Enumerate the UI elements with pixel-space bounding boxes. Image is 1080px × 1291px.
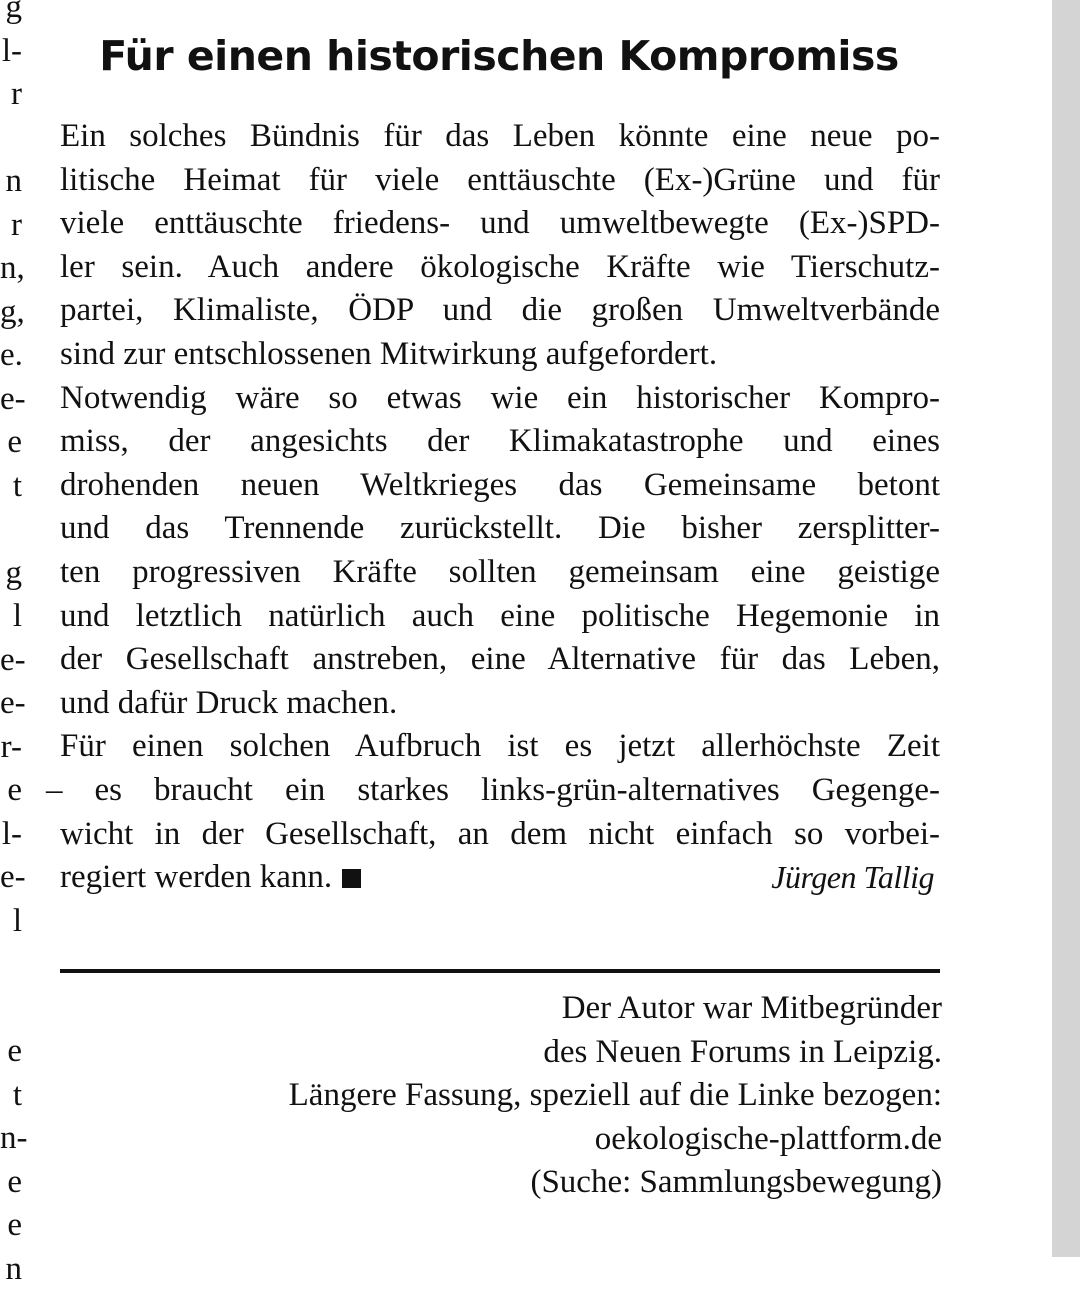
column-fragment: e bbox=[0, 769, 22, 813]
author-footnote bbox=[60, 987, 942, 1205]
previous-column-fragments bbox=[0, 0, 22, 1291]
body-line: ler sein. Auch andere ökologische Kräfte wie Tierschutz- bbox=[60, 246, 940, 290]
column-fragment: n- bbox=[0, 1117, 22, 1161]
column-fragment: e- bbox=[0, 856, 22, 900]
body-line: Notwendig wäre so etwas wie ein historischer Kompro- bbox=[60, 377, 940, 421]
body-line: und dafür Druck machen. bbox=[60, 682, 940, 726]
column-fragment: g bbox=[0, 0, 22, 30]
column-fragment: r bbox=[0, 204, 22, 248]
column-fragment: n, bbox=[0, 247, 22, 291]
footnote-divider bbox=[60, 969, 940, 973]
column-fragment bbox=[0, 943, 22, 987]
column-fragment: l- bbox=[0, 30, 22, 74]
column-fragment: e bbox=[0, 1161, 22, 1205]
body-line: ten progressiven Kräfte sollten gemeinsam eine geistige bbox=[60, 551, 940, 595]
column-fragment: n bbox=[0, 1248, 22, 1291]
column-fragment: e- bbox=[0, 378, 22, 422]
column-fragment: e bbox=[0, 1204, 22, 1248]
author-name: Jürgen Tallig bbox=[771, 856, 934, 900]
column-fragment: e- bbox=[0, 639, 22, 683]
column-fragment: e. bbox=[0, 334, 22, 378]
body-line: wicht in der Gesellschaft, an dem nicht einfach so vorbei- bbox=[60, 813, 940, 857]
body-line: Ein solches Bündnis für das Leben könnte eine neue po- bbox=[60, 115, 940, 159]
column-fragment: l bbox=[0, 595, 22, 639]
column-fragment: e bbox=[0, 1030, 22, 1074]
column-fragment: g bbox=[0, 552, 22, 596]
footnote-line: Längere Fassung, speziell auf die Linke bezogen: bbox=[60, 1074, 942, 1118]
body-line: litische Heimat für viele enttäuschte (Ex-)Grüne und für bbox=[60, 159, 940, 203]
body-line: und letztlich natürlich auch eine politische Hegemonie in bbox=[60, 595, 940, 639]
column-fragment: l bbox=[0, 900, 22, 944]
article-headline: Für einen historischen Kompromiss bbox=[60, 28, 938, 84]
footnote-line: Der Autor war Mitbegründer bbox=[60, 987, 942, 1031]
footnote-line: (Suche: Sammlungsbewegung) bbox=[60, 1161, 942, 1205]
closing-line bbox=[60, 856, 940, 900]
end-of-article-square-icon bbox=[342, 869, 361, 888]
column-fragment: t bbox=[0, 1074, 22, 1118]
column-fragment bbox=[0, 987, 22, 1031]
column-fragment: r bbox=[0, 73, 22, 117]
column-fragment bbox=[0, 117, 22, 161]
column-fragment: e bbox=[0, 421, 22, 465]
body-line: viele enttäuschte friedens- und umweltbewegte (Ex-)SPD- bbox=[60, 202, 940, 246]
body-line: Für einen solchen Aufbruch ist es jetzt allerhöchste Zeit bbox=[60, 725, 940, 769]
article-body bbox=[60, 115, 940, 900]
body-line: miss, der angesichts der Klimakatastrophe und eines bbox=[60, 420, 940, 464]
footnote-link-text: oekologische-plattform.de bbox=[60, 1118, 942, 1162]
column-fragment: e- bbox=[0, 682, 22, 726]
column-fragment: n bbox=[0, 160, 22, 204]
footnote-line: des Neuen Forums in Leipzig. bbox=[60, 1031, 942, 1075]
closing-text: regiert werden kann. bbox=[60, 859, 332, 895]
body-line: – es braucht ein starkes links-grün-alternatives Gegenge- bbox=[46, 769, 940, 813]
column-fragment: g, bbox=[0, 291, 22, 335]
page-margin-strip bbox=[1052, 0, 1080, 1257]
body-line: und das Trennende zurückstellt. Die bisher zersplitter- bbox=[60, 507, 940, 551]
column-fragment: r- bbox=[0, 726, 22, 770]
body-line: drohenden neuen Weltkrieges das Gemeinsame betont bbox=[60, 464, 940, 508]
body-line: der Gesellschaft anstreben, eine Alternative für das Leben, bbox=[60, 638, 940, 682]
body-line: sind zur entschlossenen Mitwirkung aufgefordert. bbox=[60, 333, 940, 377]
column-fragment: t bbox=[0, 465, 22, 509]
column-fragment bbox=[0, 508, 22, 552]
body-line: partei, Klimaliste, ÖDP und die großen Umweltverbände bbox=[60, 289, 940, 333]
column-fragment: l- bbox=[0, 813, 22, 857]
